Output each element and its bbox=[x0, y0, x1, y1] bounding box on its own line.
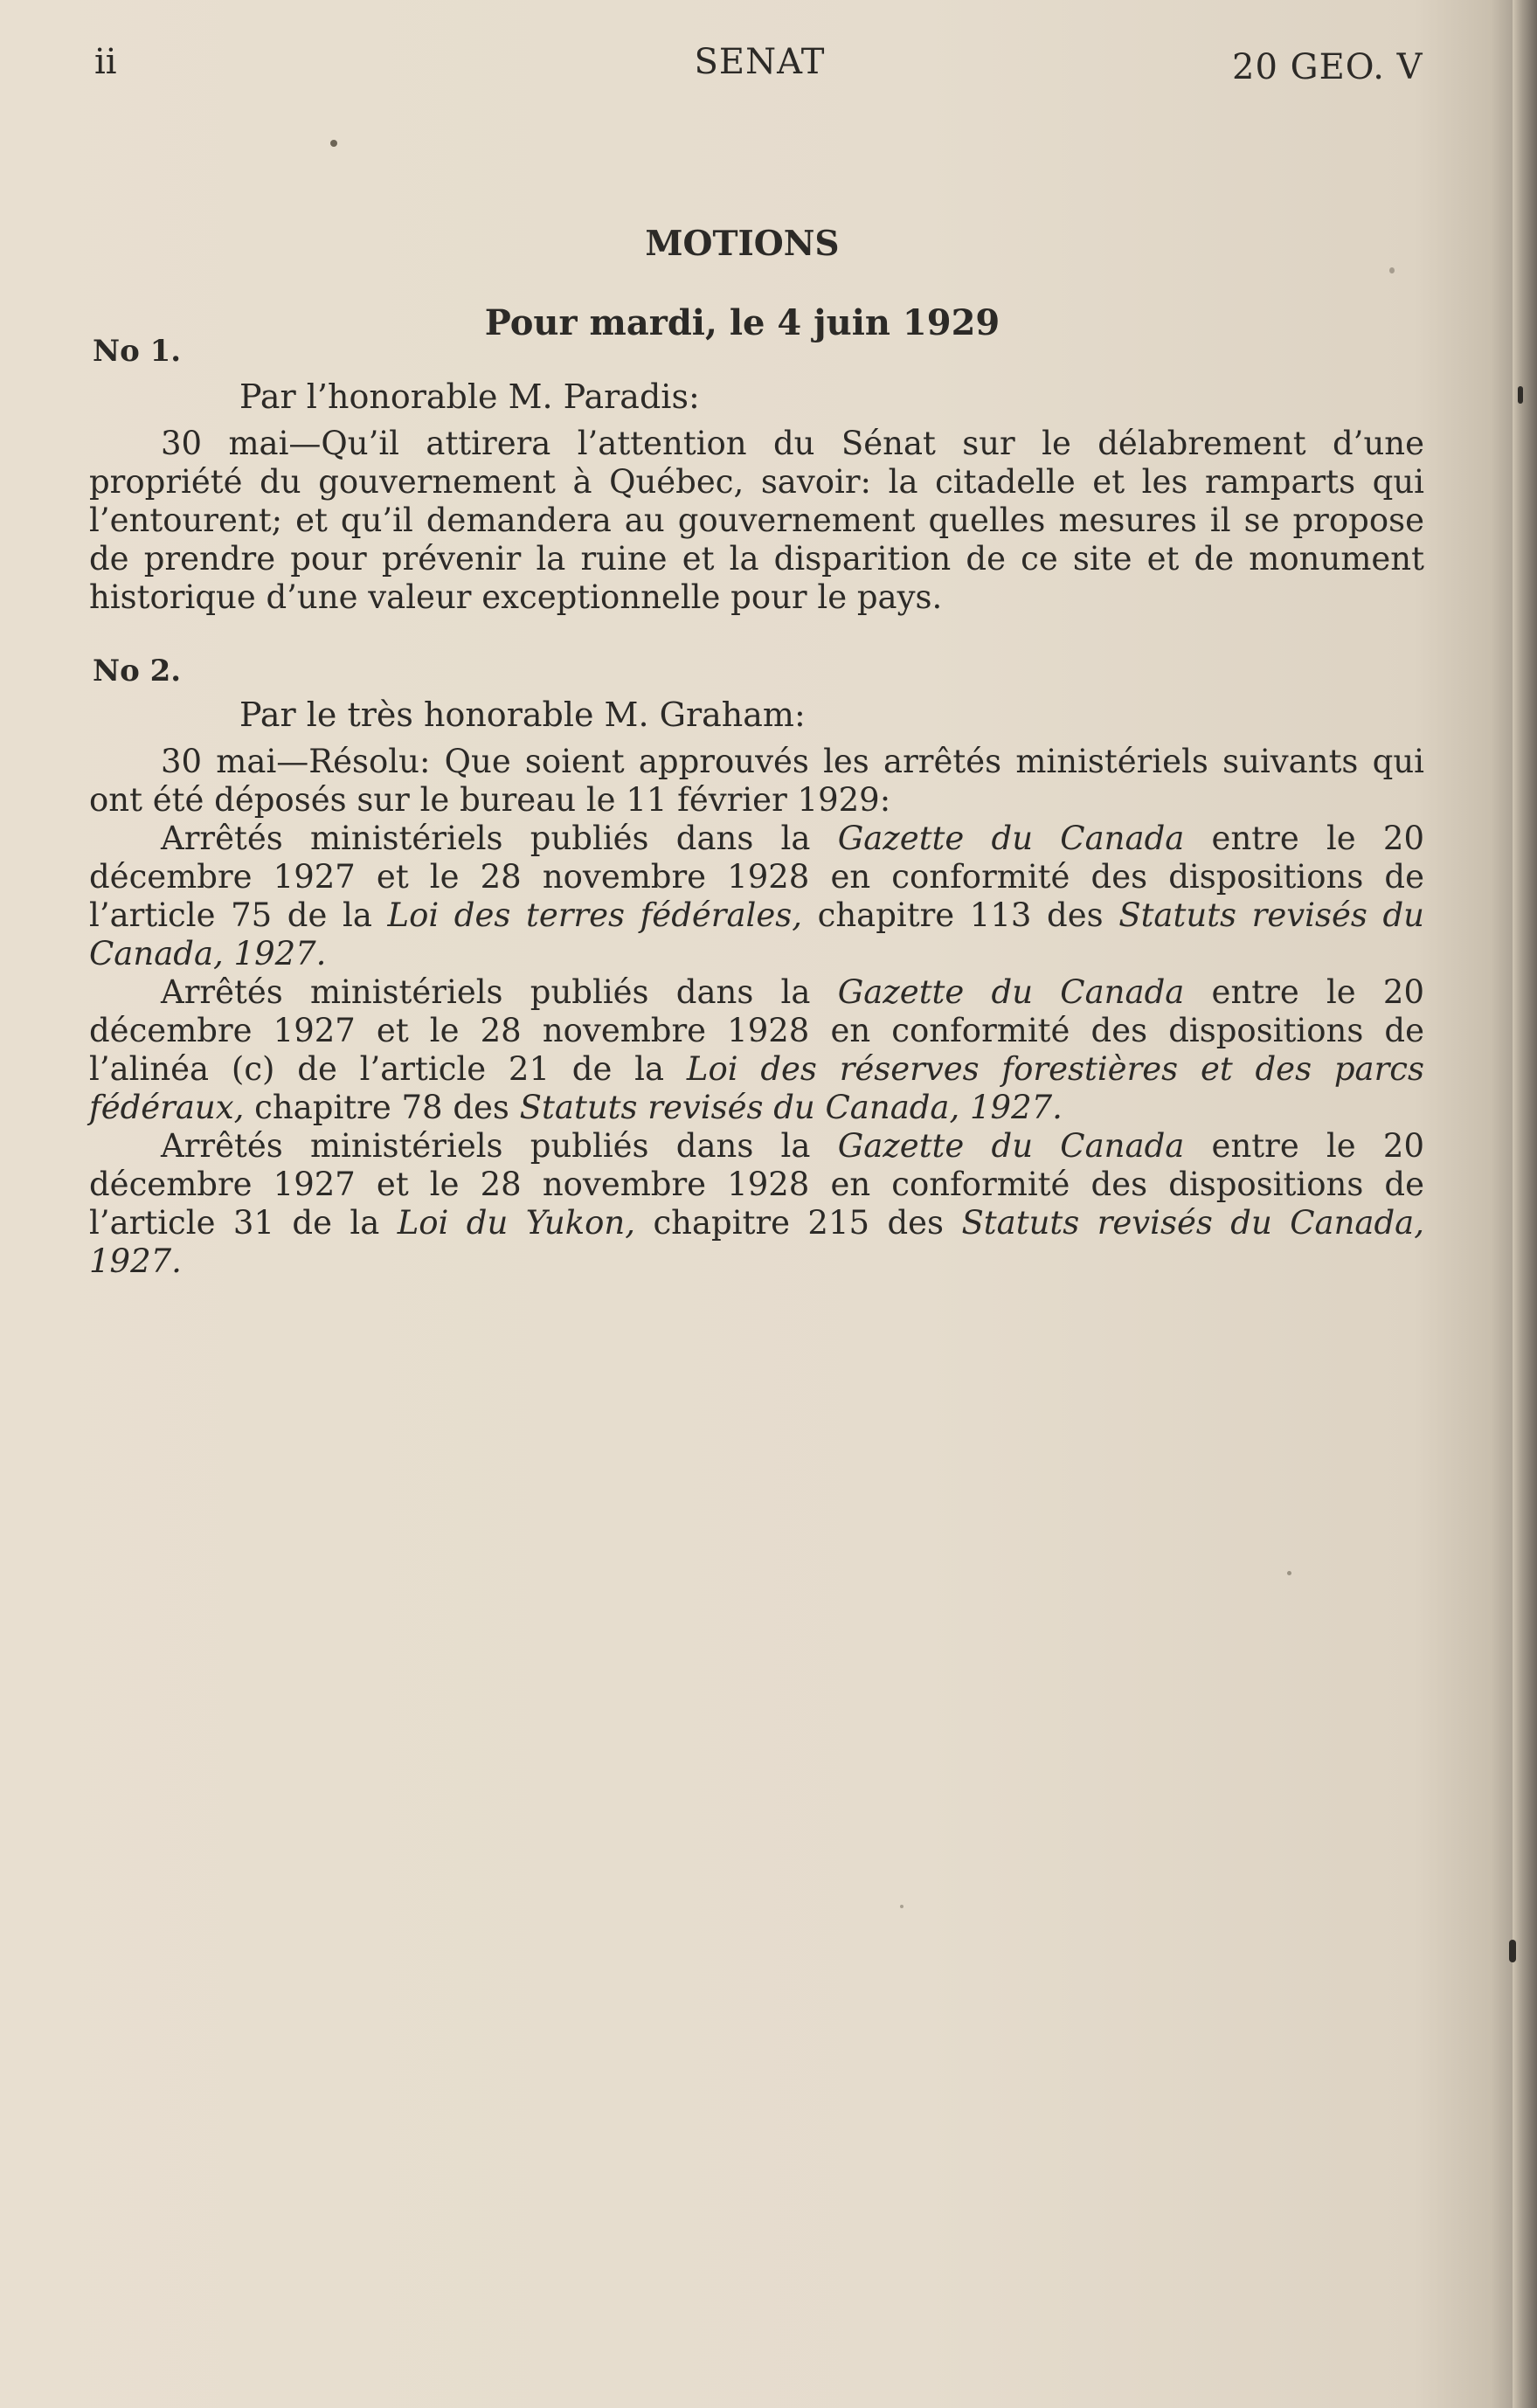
page-number: ii bbox=[94, 42, 117, 82]
paper-speck bbox=[1389, 267, 1395, 273]
motion-number: No 1. bbox=[93, 334, 182, 369]
section-heading: MOTIONS bbox=[645, 224, 840, 264]
order-text: chapitre 113 des bbox=[802, 896, 1119, 934]
paper-speck bbox=[900, 1905, 904, 1908]
order-text: chapitre 215 des bbox=[635, 1204, 962, 1242]
paper-speck bbox=[1287, 1571, 1291, 1575]
running-head-title: SENAT bbox=[694, 42, 826, 82]
motion-paragraph: 30 mai—Qu’il attirera l’attention du Sénat sur le délabrement d’une propriété du gouvernement à Québec, savoir: la citadelle et les ramparts qui l’entourent; et qu’il demandera au gouvernement quelles mesures il se propose de prendre pour prévenir la ruine et la disparition de ce site et de monument historique d’une valeur exceptionnelle pour le pays. bbox=[89, 425, 1424, 616]
order-text: entre le 20 décembre 1927 et le 28 novembre 1928 en conformité des dispositions de l’article 31 de la bbox=[89, 1127, 1424, 1242]
running-head bbox=[0, 42, 1537, 86]
date-heading: Pour mardi, le 4 juin 1929 bbox=[484, 302, 1000, 343]
paper-speck bbox=[1509, 1940, 1516, 1962]
gazette-title: Gazette du Canada bbox=[837, 973, 1185, 1011]
order-text: entre le 20 décembre 1927 et le 28 novembre 1928 en conformité des dispositions de l’article 75 de la bbox=[89, 820, 1424, 934]
law-title: Loi des terres fédérales, bbox=[387, 896, 802, 934]
motion-paragraph: 30 mai—Résolu: Que soient approuvés les arrêtés ministériels suivants qui ont été déposés sur le bureau le 11 février 1929: bbox=[89, 743, 1424, 819]
motion-mover: Par l’honorable M. Paradis: bbox=[239, 377, 700, 416]
order-text: chapitre 78 des bbox=[244, 1089, 520, 1126]
order-paragraph bbox=[89, 1127, 1424, 1281]
motion-number: No 2. bbox=[93, 654, 182, 688]
session-label: 20 GEO. V bbox=[1232, 47, 1423, 87]
motion-mover: Par le très honorable M. Graham: bbox=[239, 695, 806, 734]
order-text: Arrêtés ministériels publiés dans la bbox=[161, 820, 838, 857]
statutes-title: Statuts revisés du Canada, 1927. bbox=[519, 1089, 1063, 1126]
order-text: entre le 20 décembre 1927 et le 28 novembre 1928 en conformité des dispositions de l’alinéa (c) de l’article 21 de la bbox=[89, 973, 1424, 1088]
order-paragraph bbox=[89, 820, 1424, 973]
statutes-title: Statuts revisés du Canada, 1927. bbox=[89, 896, 1424, 972]
order-text: Arrêtés ministériels publiés dans la bbox=[161, 973, 838, 1011]
gazette-title: Gazette du Canada bbox=[837, 820, 1185, 857]
order-text: Arrêtés ministériels publiés dans la bbox=[161, 1127, 838, 1165]
law-title: Loi du Yukon, bbox=[397, 1204, 636, 1242]
law-title: Loi des réserves forestières et des parcs fédéraux, bbox=[89, 1050, 1424, 1126]
paper-speck bbox=[1518, 386, 1523, 404]
motion-body bbox=[89, 743, 1424, 1281]
motion-body bbox=[89, 425, 1424, 617]
page-binding-edge bbox=[1513, 0, 1537, 2408]
order-paragraph bbox=[89, 973, 1424, 1127]
gazette-title: Gazette du Canada bbox=[837, 1127, 1185, 1165]
paper-speck bbox=[330, 140, 337, 147]
statutes-title: Statuts revisés du Canada, 1927. bbox=[89, 1204, 1424, 1280]
